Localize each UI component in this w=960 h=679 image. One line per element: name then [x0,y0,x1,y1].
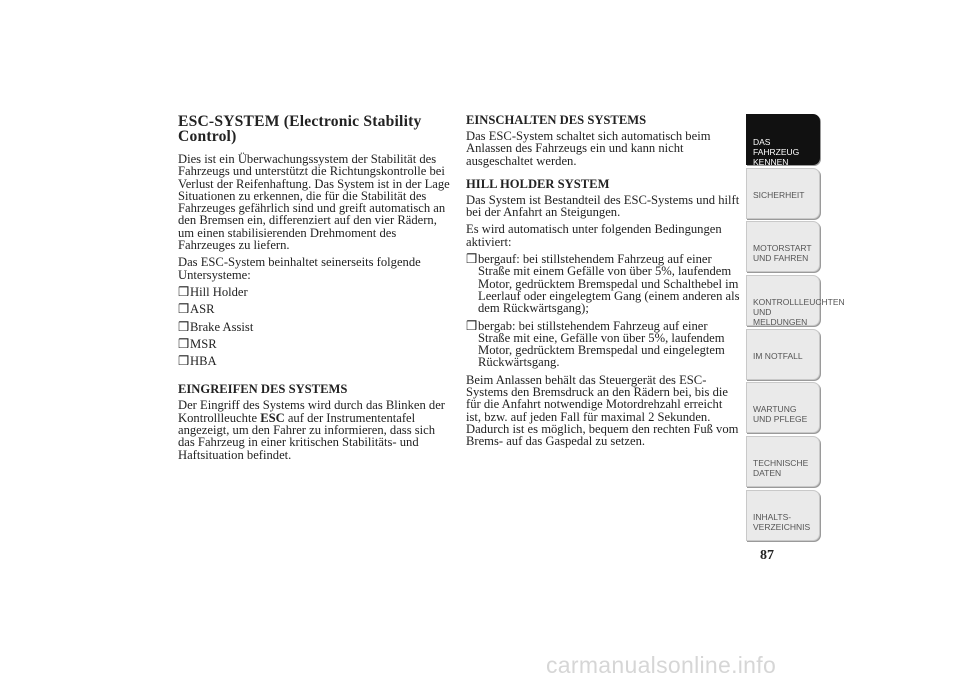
tab-das-fahrzeug-kennen[interactable]: DAS FAHRZEUG KENNEN [746,114,820,165]
tab-motorstart-und-fahren[interactable]: MOTORSTART UND FAHREN [746,221,820,272]
checkbox-bullet-icon: ❒ [466,318,478,333]
list-item: ❒ MSR [178,336,217,351]
tab-inhaltsverzeichnis[interactable]: INHALTS-VERZEICHNIS [746,490,820,541]
paragraph: Beim Anlassen behält das Steuergerät des ESC-Systems den Bremsdruck an den Rädern bei, bis die für die Anfahrt notwendige Motordrehzahl erreicht ist, bzw. auf jeden Fall für maximal 2 Sekunden. Dadurch ist es möglich, bequem den rechten Fuß vom Brems- auf das Gaspedal zu setzen. [466,372,739,449]
paragraph: Das ESC-System schaltet sich automatisch beim Anlassen des Fahrzeugs ein und kann nicht ausgeschaltet werden. [466,129,711,168]
right-column [466,114,740,453]
checkbox-bullet-icon: ❒ [178,354,190,369]
page-title: ESC-SYSTEM (Electronic Stability Control) [178,113,422,145]
left-column [178,114,450,466]
list-item: ❒ Brake Assist [178,319,254,334]
subsystems-intro: Das ESC-System beinhaltet seinerseits folgende Untersysteme: [178,255,421,282]
paragraph: Es wird automatisch unter folgenden Bedingungen aktiviert: [466,222,722,249]
list-item: ❒ bergauf: bei stillstehendem Fahrzeug auf einer Straße mit einem Gefälle von über 5%, laufendem Motor, gedrücktem Bremspedal und Schalthebel im Leerlauf oder eingelegtem Gang (einem anderen als dem Rückwärtsgang); [466,252,740,316]
list-item: ❒ bergab: bei stillstehendem Fahrzeug auf einer Straße mit eine, Gefälle von über 5%, laufendem Motor, gedrücktem Bremspedal und eingelegtem Rückwärtsgang. [466,318,725,370]
watermark: carmanualsonline.info [546,652,777,678]
checkbox-bullet-icon: ❒ [466,252,478,267]
list-item: ❒ ASR [178,302,215,317]
tab-technische-daten[interactable]: TECHNISCHE DATEN [746,436,820,487]
checkbox-bullet-icon: ❒ [178,319,190,334]
tab-sicherheit[interactable]: SICHERHEIT [746,168,820,219]
tab-kontrollleuchten[interactable]: KONTROLLLEUCHTEN UND MELDUNGEN [746,275,820,326]
page-number: 87 [760,548,774,563]
section-heading: EINGREIFEN DES SYSTEMS [178,382,348,397]
paragraph: Das System ist Bestandteil des ESC-Systems und hilft bei der Anfahrt an Steigungen. [466,192,740,220]
section-heading: HILL HOLDER SYSTEM [466,176,610,191]
list-item: ❒ Hill Holder [178,284,248,299]
tab-wartung-und-pflege[interactable]: WARTUNG UND PFLEGE [746,382,820,433]
checkbox-bullet-icon: ❒ [178,302,190,317]
intro-paragraph: Dies ist ein Überwachungssystem der Stabilität des Fahrzeugs und unterstützt die Richtungskontrolle bei Verlust der Reifenhaftung. Das System ist in der Lage Situationen zu erkennen, die für die Stabilität des Fahrzeuges gefährlich sind und greift automatisch an den Bremsen ein, differenziert auf den vier Rädern, um einen stabilisierenden Drehmoment des Fahrzeuges zu liefern. [178,152,450,253]
chapter-tabs [746,114,845,544]
section-paragraph: Der Eingriff des Systems wird durch das Blinken der Kontrollleuchte ESC auf der Instrumententafel angezeigt, um den Fahrer zu informieren, dass sich das Fahrzeug in einer kritischen Stabilitäts- und Haftsituation befindet. [178,398,445,462]
checkbox-bullet-icon: ❒ [178,336,190,351]
esc-label: ESC [260,410,285,425]
tab-im-notfall[interactable]: IM NOTFALL [746,329,820,380]
section-heading: EINSCHALTEN DES SYSTEMS [466,113,647,127]
checkbox-bullet-icon: ❒ [178,284,190,299]
list-item: ❒ HBA [178,354,217,369]
